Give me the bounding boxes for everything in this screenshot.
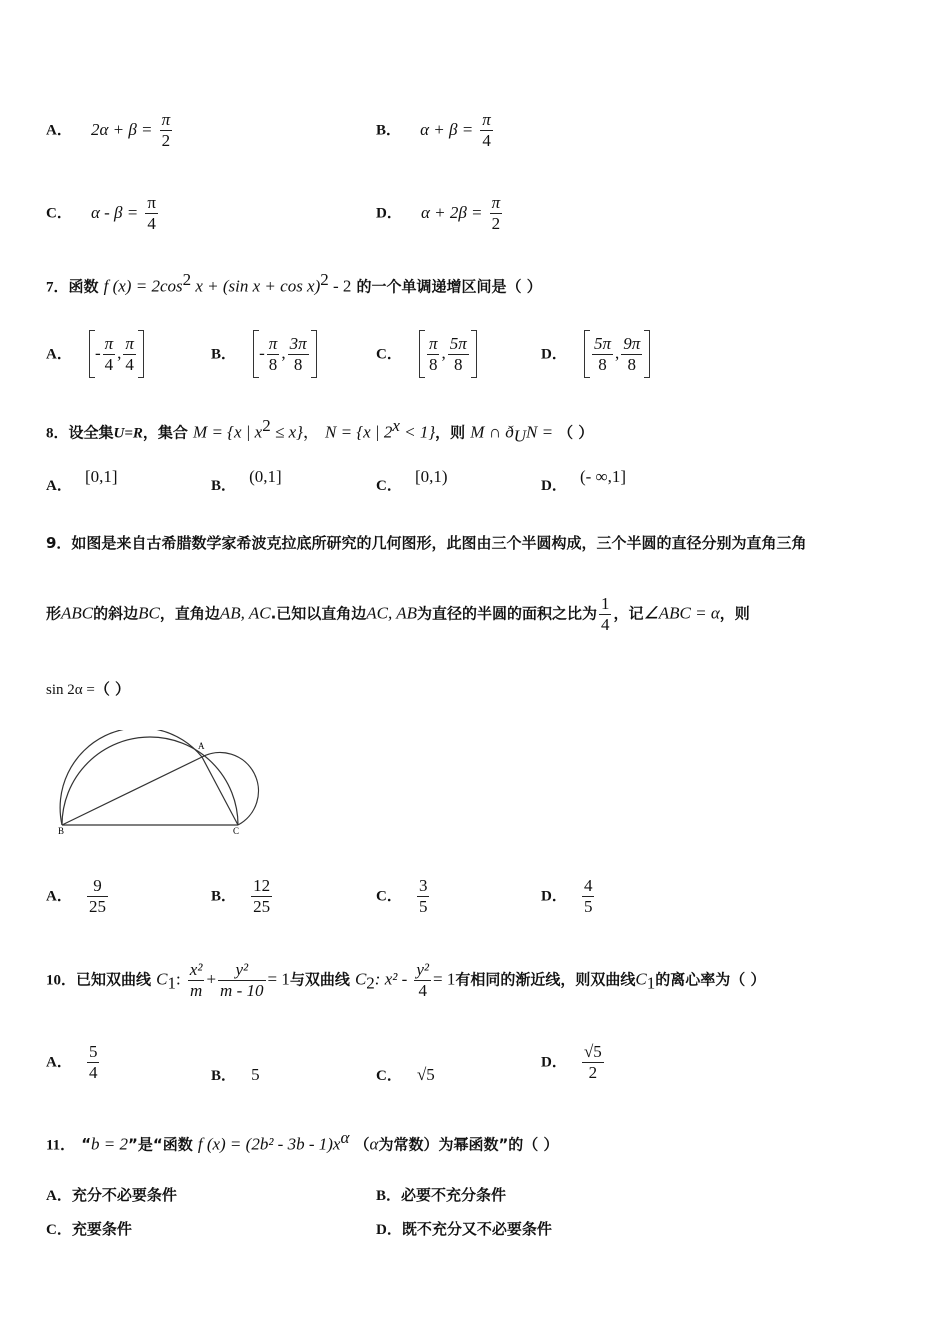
vertex-c-label: C xyxy=(233,826,240,836)
q7-option-a[interactable]: A． - $\frac{\pi}{4}$ , $\frac{\pi}{4}$ xyxy=(46,330,144,378)
q8-stem: 8．设全集U=R，集合 M = {x | $x^2 \le x$}， N = {x | $2^x < 1$}，则 M ∩ $ð_UN$ = （ ） xyxy=(46,416,594,446)
q10-option-b[interactable]: B． 5 xyxy=(211,1065,260,1084)
q6-b-fraction: $\frac{\pi}{4}$ xyxy=(482,110,491,150)
q8-option-b[interactable]: B． (0,1] xyxy=(211,467,282,494)
q9-stem-line2: 形ABC的斜边BC，直角边AB, AC.已知以直角边AC, AB为直径的半圆的面积之比为 $\frac{1}{4}$ ，记∠ABC = α，则 xyxy=(46,594,750,634)
q6-option-c[interactable]: C． α - β = $\frac{\pi}{4}$ xyxy=(46,193,156,233)
q6-a-fraction: $\frac{\pi}{2}$ xyxy=(161,110,171,150)
q11-option-b[interactable]: B．必要不充分条件 xyxy=(376,1186,507,1204)
side-ac xyxy=(202,757,238,825)
q11-option-d[interactable]: D．既不充分又不必要条件 xyxy=(376,1220,552,1238)
q9-option-d[interactable]: D． $\frac{4}{5}$ xyxy=(541,876,593,916)
q7-option-d[interactable]: D． $\frac{5\pi}{8}$ , $\frac{9\pi}{8}$ xyxy=(541,330,650,378)
q9-stem-line3: sin 2α =（ ） xyxy=(46,680,131,698)
q8-option-a[interactable]: A． [0,1] xyxy=(46,467,118,494)
q11-option-c[interactable]: C．充要条件 xyxy=(46,1220,132,1238)
vertex-a-label: A xyxy=(198,741,205,751)
q9-ratio-fraction: $\frac{1}{4}$ xyxy=(600,594,610,634)
q10-stem: 10．已知双曲线 $C_1$: $\frac{\text{x²}}{m}$ + $\frac{\text{y²}}{m - 10}$ = 1与双曲线 $C_2$: x² - $\frac{\text{y²}}{4}$ = 1有相同的渐近线，则双曲线$C_1$的离心率为（ ） xyxy=(46,960,766,1000)
q6-option-d[interactable]: D． α + 2β = $\frac{\pi}{2}$ xyxy=(376,193,501,233)
semicircle-ab xyxy=(60,730,202,825)
q9-option-b[interactable]: B． $\frac{12}{25}$ xyxy=(211,876,271,916)
q7-option-c[interactable]: C． $\frac{\pi}{8}$ , $\frac{5\pi}{8}$ xyxy=(376,330,477,378)
q7-stem: 7．函数 f $(x) = 2\cos^2$ x + (sin x + cos x)$^2$ - 2 的一个单调递增区间是（ ） xyxy=(46,270,542,296)
q9-stem-line1: 9．如图是来自古希腊数学家希波克拉底所研究的几何图形，此图由三个半圆构成，三个半圆的直径分别为直角三角 xyxy=(46,534,807,552)
q10-option-c[interactable]: C． √5 xyxy=(376,1065,435,1084)
q8-option-c[interactable]: C． [0,1) xyxy=(376,467,448,494)
vertex-b-label: B xyxy=(58,826,65,836)
q10-option-a[interactable]: A． $\frac{5}{4}$ xyxy=(46,1042,98,1082)
q9-semicircle-figure xyxy=(50,730,265,838)
q10-option-d[interactable]: D． $\frac{√5}{2}$ xyxy=(541,1042,602,1082)
q8-option-d[interactable]: D． (- ∞,1] xyxy=(541,467,627,494)
q9-option-a[interactable]: A． $\frac{9}{25}$ xyxy=(46,876,106,916)
q6-option-a[interactable]: A． 2α + β = $\frac{\pi}{2}$ xyxy=(46,110,171,150)
q11-option-a[interactable]: A．充分不必要条件 xyxy=(46,1186,177,1204)
q11-stem: 11． “b = 2”是“函数 f $(x) = (2b^2 - 3b - 1)x^\alpha$ （α为常数）为幂函数”的（ ） xyxy=(46,1128,559,1154)
q9-option-c[interactable]: C． $\frac{3}{5}$ xyxy=(376,876,428,916)
q7-option-b[interactable]: B． - $\frac{\pi}{8}$ , $\frac{3\pi}{8}$ xyxy=(211,330,317,378)
q6-option-b[interactable]: B． α + β = $\frac{\pi}{4}$ xyxy=(376,110,491,150)
q6-c-fraction: $\frac{\pi}{4}$ xyxy=(147,193,156,233)
q6-d-fraction: $\frac{\pi}{2}$ xyxy=(491,193,501,233)
